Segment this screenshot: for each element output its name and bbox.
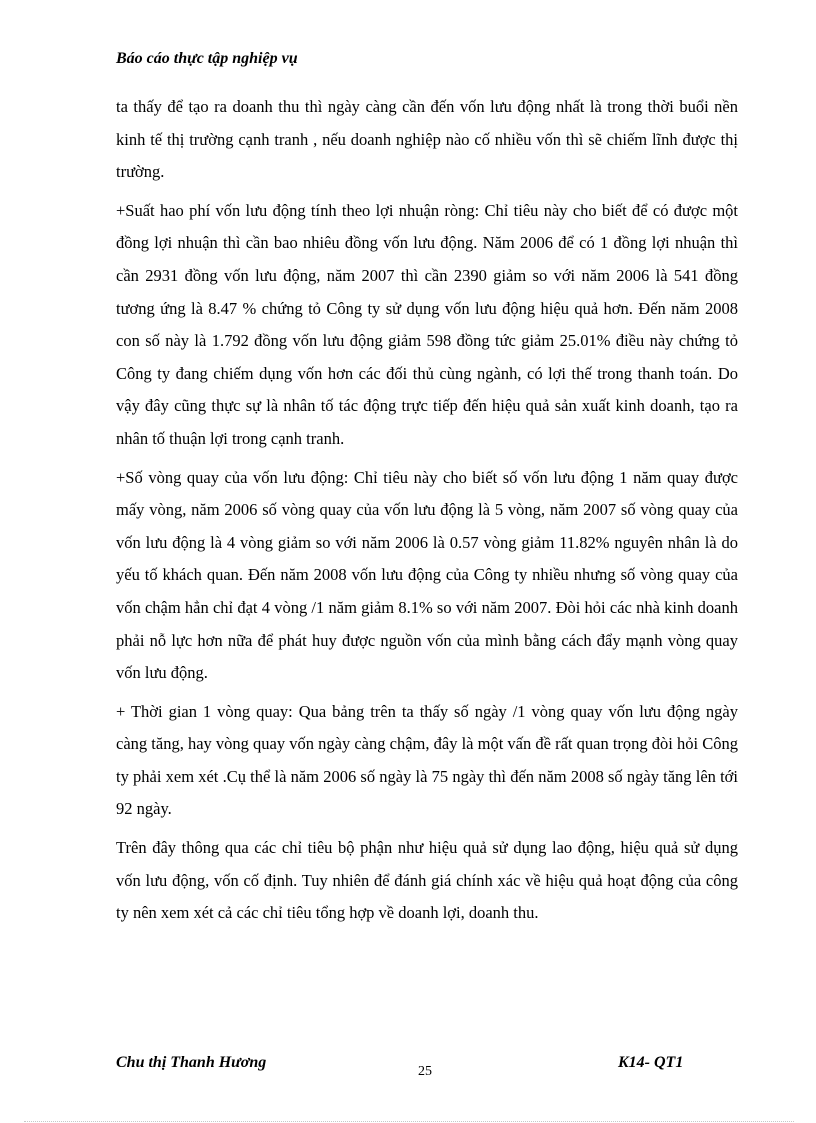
paragraph-2: +Suất hao phí vốn lưu động tính theo lợi nhuận ròng: Chỉ tiêu này cho biết để có được một đồng lợi nhuận thì cần bao nhiêu đồng vốn lưu động. Năm 2006 để có 1 đồng lợi nhuận thì cần 2931 đồng vốn lưu động, năm 2007 thì cần 2390 giảm so với năm 2006 là 541 đồng tương ứng là 8.47 % chứng tỏ Công ty sử dụng vốn lưu động hiệu quả hơn. Đến năm 2008 con số này là 1.792 đồng vốn lưu động giảm 598 đồng tức giảm 25.01% điều này chứng tỏ Công ty đang chiếm dụng vốn hơn các đối thủ cùng ngành, có lợi thế trong thanh toán. Do vậy đây cũng thực sự là nhân tố tác động trực tiếp đến hiệu quả sản xuất kinh doanh, tạo ra nhân tố thuận lợi trong cạnh tranh. bbox=[116, 200, 738, 448]
footer-class-code: K14- QT1 bbox=[618, 1054, 684, 1071]
paragraph-1: ta thấy để tạo ra doanh thu thì ngày càng cần đến vốn lưu động nhất là trong thời buổi nền kinh tế thị trường cạnh tranh , nếu doanh nghiệp nào cố nhiều vốn thì sẽ chiếm lĩnh được thị trường. bbox=[116, 97, 738, 182]
page-bottom-divider bbox=[24, 1121, 794, 1122]
page-number: 25 bbox=[418, 1064, 432, 1079]
footer-author: Chu thị Thanh Hương bbox=[116, 1054, 267, 1071]
paragraph-3: +Số vòng quay của vốn lưu động: Chỉ tiêu này cho biết số vốn lưu động 1 năm quay được mấy vòng, năm 2006 số vòng quay của vốn lưu động là 5 vòng, năm 2007 số vòng quay của vốn lưu động là 4 vòng giảm so với năm 2006 là 0.57 vòng giảm 11.82% nguyên nhân là do yếu tố khách quan. Đến năm 2008 vốn lưu động của Công ty nhiều nhưng số vòng quay của vốn chậm hẳn chỉ đạt 4 vòng /1 năm giảm 8.1% so với năm 2007. Đòi hỏi các nhà kinh doanh phải nỗ lực hơn nữa để phát huy được nguồn vốn của mình bằng cách đẩy mạnh vòng quay vốn lưu động. bbox=[116, 467, 738, 683]
paragraph-4: + Thời gian 1 vòng quay: Qua bảng trên ta thấy số ngày /1 vòng quay vốn lưu động ngày càng tăng, hay vòng quay vốn ngày càng chậm, đây là một vấn đề rất quan trọng đòi hỏi Công ty phải xem xét .Cụ thể là năm 2006 số ngày là 75 ngày thì đến năm 2008 số ngày tăng lên tới 92 ngày. bbox=[116, 701, 738, 819]
paragraph-5: Trên đây thông qua các chỉ tiêu bộ phận như hiệu quả sử dụng lao động, hiệu quả sử dụng vốn lưu động, vốn cố định. Tuy nhiên để đánh giá chính xác về hiệu quả hoạt động của công ty nên xem xét cả các chỉ tiêu tổng hợp về doanh lợi, doanh thu. bbox=[116, 838, 738, 923]
document-header-title: Báo cáo thực tập nghiệp vụ bbox=[116, 50, 298, 67]
document-body bbox=[116, 91, 738, 936]
